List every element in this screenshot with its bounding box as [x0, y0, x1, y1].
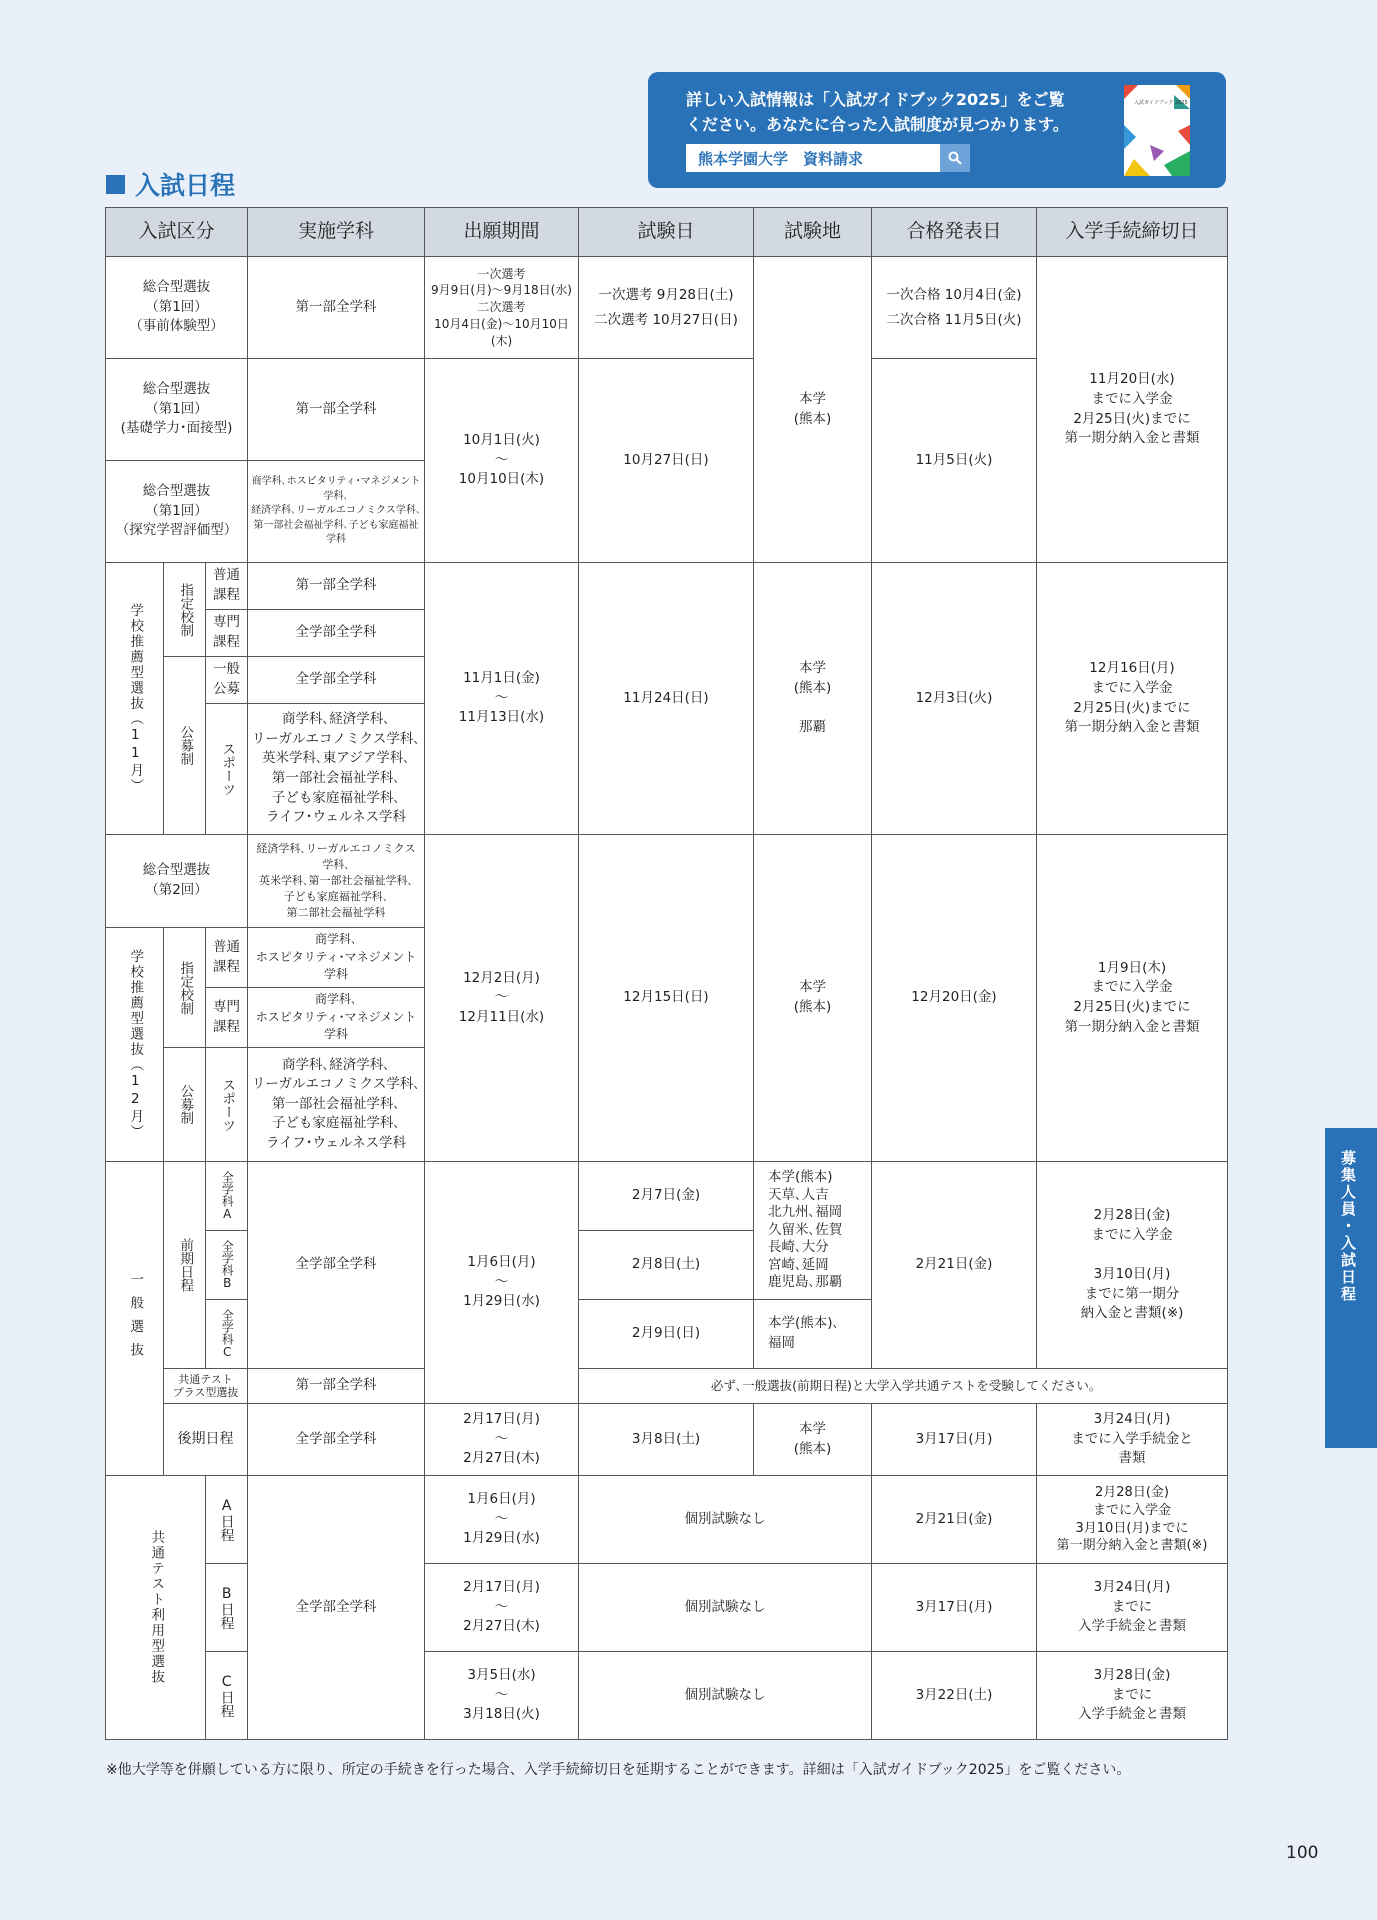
kubun-sogo1-jizen: 総合型選抜 （第1回） （事前体験型） — [106, 257, 248, 359]
gakka-suisen11-ippan: 全学部全学科 — [248, 657, 425, 704]
gakka-suisen12-sports: 商学科､経済学科､ リーガルエコノミクス学科､ 第一部社会福祉学科､ 子ども家庭福祉学科､ ライフ･ウェルネス学科 — [248, 1048, 425, 1162]
shiken-kyotsu-c: 個別試験なし — [579, 1652, 872, 1740]
shiken-ippan-a: 2月7日(金) — [579, 1162, 754, 1231]
gakka-ippan-koki: 全学部全学科 — [248, 1404, 425, 1476]
exam-schedule-table — [105, 207, 1228, 1740]
kyotsu-b-label: B日程 — [206, 1564, 248, 1652]
search-icon — [948, 151, 962, 165]
side-tab-label: 募集人員・入試日程 — [1339, 1150, 1357, 1303]
ippan-zenki: 前期日程 — [164, 1162, 206, 1369]
suisen12-sports: スポーツ — [206, 1048, 248, 1162]
header-chichi: 試験地 — [754, 208, 872, 257]
kubun-sogo2: 総合型選抜 （第2回） — [106, 835, 248, 928]
section-title-text: 入試日程 — [135, 171, 236, 200]
happyo-kyotsu-c: 3月22日(土) — [872, 1652, 1037, 1740]
header-gakka: 実施学科 — [248, 208, 425, 257]
footnote: ※他大学等を併願している方に限り、所定の手続きを行った場合、入学手続締切日を延期することができます。詳細は「入試ガイドブック2025」をご覧ください。 — [106, 1762, 1131, 1778]
book-title: 入試ガイドブック 2025 — [1134, 100, 1188, 106]
gakka-suisen12-futsu: 商学科､ ホスピタリティ･マネジメント学科 — [248, 928, 425, 988]
gakka-suisen11-sports: 商学科､経済学科､ リーガルエコノミクス学科､ 英米学科､東アジア学科､ 第一部社会福祉学科､ 子ども家庭福祉学科､ ライフ･ウェルネス学科 — [248, 704, 425, 835]
shiken-sogo1-kiso: 10月27日(日) — [579, 359, 754, 563]
shiken-sogo1-jizen: 一次選考 9月28日(土) 二次選考 10月27日(日) — [579, 257, 754, 359]
kubun-suisen12: 学校推薦型選抜（12月） — [106, 928, 164, 1162]
gakka-ippan-plus: 第一部全学科 — [248, 1369, 425, 1404]
header-tetsuzuki: 入学手続締切日 — [1037, 208, 1228, 257]
happyo-dec: 12月20日(金) — [872, 835, 1037, 1162]
kubun-ippan: 一般選抜 — [106, 1162, 164, 1476]
happyo-ippan-koki: 3月17日(月) — [872, 1404, 1037, 1476]
header-kubun: 入試区分 — [106, 208, 248, 257]
tetsuzuki-kyotsu-c: 3月28日(金) までに 入学手続金と書類 — [1037, 1652, 1228, 1740]
chichi-ippan-koki: 本学 (熊本) — [754, 1404, 872, 1476]
happyo-ippan-zenki: 2月21日(金) — [872, 1162, 1037, 1369]
shutsugan-kyotsu-b: 2月17日(月) 〜 2月27日(木) — [425, 1564, 579, 1652]
kubun-kyotsu: 共通テスト利用型選抜 — [106, 1476, 206, 1740]
search-text: 熊本学園大学 資料請求 — [698, 149, 864, 168]
side-index-tab[interactable] — [1325, 1128, 1377, 1448]
suisen12-kobo: 公募制 — [164, 1048, 206, 1162]
shutsugan-sogo1-kiso: 10月1日(火) 〜 10月10日(木) — [425, 359, 579, 563]
ippan-zenki-c: 全学科C — [206, 1300, 248, 1369]
suisen11-senmon: 専門課程 — [206, 610, 248, 657]
chichi-ippan-ab: 本学(熊本) 天草､人吉 北九州､福岡 久留米､佐賀 長崎､大分 宮崎､延岡 鹿児島､那覇 — [754, 1162, 872, 1300]
shutsugan-kyotsu-c: 3月5日(水) 〜 3月18日(火) — [425, 1652, 579, 1740]
section-title — [106, 166, 235, 202]
shutsugan-dec: 12月2日(月) 〜 12月11日(水) — [425, 835, 579, 1162]
tetsuzuki-dec: 1月9日(木) までに入学金 2月25日(火)までに 第一期分納入金と書類 — [1037, 835, 1228, 1162]
gakka-suisen11-senmon: 全学部全学科 — [248, 610, 425, 657]
suisen12-futsu: 普通課程 — [206, 928, 248, 988]
shiken-kyotsu-a: 個別試験なし — [579, 1476, 872, 1564]
shutsugan-ippan-koki: 2月17日(月) 〜 2月27日(木) — [425, 1404, 579, 1476]
tetsuzuki-kyotsu-a: 2月28日(金) までに入学金 3月10日(月)までに 第一期分納入金と書類(※) — [1037, 1476, 1228, 1564]
shutsugan-sogo1-jizen: 一次選考 9月9日(月)〜9月18日(水) 二次選考 10月4日(金)〜10月10日(木) — [425, 257, 579, 359]
ippan-zenki-b: 全学科B — [206, 1231, 248, 1300]
suisen12-shitei: 指定校制 — [164, 928, 206, 1048]
chichi-dec: 本学 (熊本) — [754, 835, 872, 1162]
header-shiken: 試験日 — [579, 208, 754, 257]
happyo-kyotsu-b: 3月17日(月) — [872, 1564, 1037, 1652]
kyotsu-a-label: A日程 — [206, 1476, 248, 1564]
search-button[interactable] — [940, 144, 970, 172]
header-happyo: 合格発表日 — [872, 208, 1037, 257]
ippan-koki-label: 後期日程 — [164, 1404, 248, 1476]
tetsuzuki-ippan-zenki: 2月28日(金) までに入学金 3月10日(月) までに第一期分 納入金と書類(※) — [1037, 1162, 1228, 1369]
suisen11-futsu: 普通課程 — [206, 563, 248, 610]
suisen11-sports: スポーツ — [206, 704, 248, 835]
shiken-suisen11: 11月24日(日) — [579, 563, 754, 835]
chichi-suisen11: 本学 (熊本) 那覇 — [754, 563, 872, 835]
gakka-suisen12-senmon: 商学科､ ホスピタリティ･マネジメント学科 — [248, 988, 425, 1048]
suisen11-shitei: 指定校制 — [164, 563, 206, 657]
tetsuzuki-sogo1: 11月20日(水) までに入学金 2月25日(火)までに 第一期分納入金と書類 — [1037, 257, 1228, 563]
suisen11-kobo: 公募制 — [164, 657, 206, 835]
guidebook-promo — [648, 72, 1226, 188]
shutsugan-kyotsu-a: 1月6日(月) 〜 1月29日(水) — [425, 1476, 579, 1564]
shiken-dec: 12月15日(日) — [579, 835, 754, 1162]
search-field[interactable] — [686, 144, 940, 172]
gakka-sogo1-jizen: 第一部全学科 — [248, 257, 425, 359]
suisen11-ippan: 一般公募 — [206, 657, 248, 704]
guidebook-cover-image — [1124, 85, 1190, 176]
ippan-plus-label: 共通テスト プラス型選抜 — [164, 1369, 248, 1404]
kyotsu-c-label: C日程 — [206, 1652, 248, 1740]
shiken-ippan-b: 2月8日(土) — [579, 1231, 754, 1300]
promo-line-1: 詳しい入試情報は「入試ガイドブック2025」をご覧 — [686, 90, 1065, 109]
shiken-ippan-koki: 3月8日(土) — [579, 1404, 754, 1476]
happyo-suisen11: 12月3日(火) — [872, 563, 1037, 835]
promo-line-2: ください。あなたに合った入試制度が見つかります。 — [686, 115, 1069, 134]
tetsuzuki-ippan-koki: 3月24日(月) までに入学手続金と 書類 — [1037, 1404, 1228, 1476]
kubun-suisen11: 学校推薦型選抜（11月） — [106, 563, 164, 835]
shiken-kyotsu-b: 個別試験なし — [579, 1564, 872, 1652]
shutsugan-suisen11: 11月1日(金) 〜 11月13日(水) — [425, 563, 579, 835]
gakka-sogo1-tankyu: 商学科､ホスピタリティ･マネジメント学科､ 経済学科､リーガルエコノミクス学科､ 第一部社会福祉学科､子ども家庭福祉学科 — [248, 461, 425, 563]
chichi-ippan-c: 本学(熊本)､ 福岡 — [754, 1300, 872, 1369]
happyo-sogo1-jizen: 一次合格 10月4日(金) 二次合格 11月5日(火) — [872, 257, 1037, 359]
tetsuzuki-kyotsu-b: 3月24日(月) までに 入学手続金と書類 — [1037, 1564, 1228, 1652]
kubun-sogo1-tankyu: 総合型選抜 （第1回） （探究学習評価型） — [106, 461, 248, 563]
shiken-ippan-c: 2月9日(日) — [579, 1300, 754, 1369]
tetsuzuki-suisen11: 12月16日(月) までに入学金 2月25日(火)までに 第一期分納入金と書類 — [1037, 563, 1228, 835]
chichi-sogo1: 本学 (熊本) — [754, 257, 872, 563]
gakka-sogo1-kiso: 第一部全学科 — [248, 359, 425, 461]
gakka-ippan-zenki: 全学部全学科 — [248, 1162, 425, 1369]
page-number: 100 — [1286, 1843, 1319, 1863]
suisen12-senmon: 専門課程 — [206, 988, 248, 1048]
kubun-sogo1-kiso: 総合型選抜 （第1回） (基礎学力･面接型) — [106, 359, 248, 461]
ippan-zenki-a: 全学科A — [206, 1162, 248, 1231]
gakka-kyotsu: 全学部全学科 — [248, 1476, 425, 1740]
gakka-sogo2: 経済学科､リーガルエコノミクス学科､ 英米学科､第一部社会福祉学科､ 子ども家庭福祉学科､ 第二部社会福祉学科 — [248, 835, 425, 928]
happyo-sogo1-kiso: 11月5日(火) — [872, 359, 1037, 563]
square-bullet-icon — [106, 175, 125, 194]
gakka-suisen11-futsu: 第一部全学科 — [248, 563, 425, 610]
shutsugan-ippan-zenki: 1月6日(月) 〜 1月29日(水) — [425, 1162, 579, 1404]
header-shutsugan: 出願期間 — [425, 208, 579, 257]
happyo-kyotsu-a: 2月21日(金) — [872, 1476, 1037, 1564]
ippan-plus-note: 必ず､一般選抜(前期日程)と大学入学共通テストを受験してください｡ — [579, 1369, 1228, 1404]
